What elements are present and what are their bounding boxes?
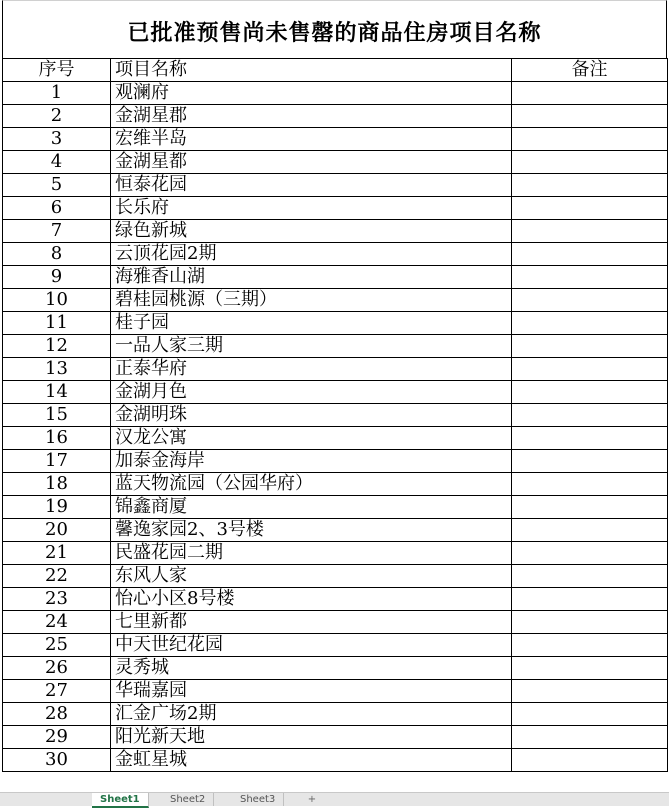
note-cell[interactable] [512, 496, 668, 519]
table-row [3, 565, 668, 588]
page-title: 已批准预售尚未售罄的商品住房项目名称 [127, 21, 542, 46]
table-row [3, 404, 668, 427]
row-number-cell[interactable]: 24 [3, 611, 111, 634]
table-row [3, 381, 668, 404]
project-name-cell[interactable]: 民盛花园二期 [111, 542, 512, 565]
table-row [3, 243, 668, 266]
sheet-nav-arrows[interactable] [2, 793, 82, 806]
project-name-cell[interactable]: 碧桂园桃源（三期） [111, 289, 512, 312]
note-cell[interactable] [512, 220, 668, 243]
row-number-cell[interactable]: 10 [3, 289, 111, 312]
project-name-cell[interactable]: 怡心小区8号楼 [111, 588, 512, 611]
project-name-cell[interactable]: 桂子园 [111, 312, 512, 335]
note-cell[interactable] [512, 565, 668, 588]
row-number-cell[interactable]: 7 [3, 220, 111, 243]
row-number-cell[interactable]: 13 [3, 358, 111, 381]
table-row [3, 312, 668, 335]
table-row [3, 496, 668, 519]
table-header-row [3, 59, 668, 82]
table-row [3, 749, 668, 772]
row-number-cell[interactable]: 9 [3, 266, 111, 289]
table-row [3, 542, 668, 565]
table-row [3, 703, 668, 726]
project-name-cell[interactable]: 中天世纪花园 [111, 634, 512, 657]
table-row [3, 266, 668, 289]
add-sheet-icon[interactable]: + [307, 794, 317, 805]
note-cell[interactable] [512, 128, 668, 151]
note-cell[interactable] [512, 634, 668, 657]
row-number-cell[interactable]: 20 [3, 519, 111, 542]
header-no[interactable]: 序号 [3, 59, 111, 82]
project-name-cell[interactable]: 锦鑫商厦 [111, 496, 512, 519]
row-number-cell[interactable]: 19 [3, 496, 111, 519]
project-name-cell[interactable]: 观澜府 [111, 82, 512, 105]
row-number-cell[interactable]: 17 [3, 450, 111, 473]
note-cell[interactable] [512, 381, 668, 404]
table-row [3, 289, 668, 312]
note-cell[interactable] [512, 243, 668, 266]
note-cell[interactable] [512, 749, 668, 772]
project-name-cell[interactable]: 七里新都 [111, 611, 512, 634]
row-number-cell[interactable]: 3 [3, 128, 111, 151]
row-number-cell[interactable]: 28 [3, 703, 111, 726]
note-cell[interactable] [512, 519, 668, 542]
sheet-tab-2[interactable]: Sheet2 [162, 793, 214, 806]
table-row [3, 450, 668, 473]
row-number-cell[interactable]: 23 [3, 588, 111, 611]
project-name-cell[interactable]: 金湖星都 [111, 151, 512, 174]
note-cell[interactable] [512, 726, 668, 749]
table-row [3, 680, 668, 703]
project-name-cell[interactable]: 一品人家三期 [111, 335, 512, 358]
table-row [3, 128, 668, 151]
note-cell[interactable] [512, 82, 668, 105]
note-cell[interactable] [512, 611, 668, 634]
row-number-cell[interactable]: 14 [3, 381, 111, 404]
note-cell[interactable] [512, 358, 668, 381]
row-number-cell[interactable]: 30 [3, 749, 111, 772]
table-row [3, 473, 668, 496]
project-name-cell[interactable]: 东风人家 [111, 565, 512, 588]
row-number-cell[interactable]: 4 [3, 151, 111, 174]
project-name-cell[interactable]: 金湖明珠 [111, 404, 512, 427]
table-row [3, 151, 668, 174]
row-number-cell[interactable]: 5 [3, 174, 111, 197]
note-cell[interactable] [512, 197, 668, 220]
note-cell[interactable] [512, 312, 668, 335]
note-cell[interactable] [512, 703, 668, 726]
project-name-cell[interactable]: 正泰华府 [111, 358, 512, 381]
project-name-cell[interactable]: 金湖星郡 [111, 105, 512, 128]
table-row [3, 634, 668, 657]
note-cell[interactable] [512, 404, 668, 427]
project-name-cell[interactable]: 灵秀城 [111, 657, 512, 680]
table-row [3, 174, 668, 197]
header-note[interactable]: 备注 [512, 59, 668, 82]
table-row [3, 611, 668, 634]
table-row [3, 82, 668, 105]
project-name-cell[interactable]: 加泰金海岸 [111, 450, 512, 473]
note-cell[interactable] [512, 174, 668, 197]
note-cell[interactable] [512, 105, 668, 128]
note-cell[interactable] [512, 680, 668, 703]
project-name-cell[interactable]: 馨逸家园2、3号楼 [111, 519, 512, 542]
row-number-cell[interactable]: 8 [3, 243, 111, 266]
project-name-cell[interactable]: 绿色新城 [111, 220, 512, 243]
row-number-cell[interactable]: 12 [3, 335, 111, 358]
table-row [3, 519, 668, 542]
row-number-cell[interactable]: 1 [3, 82, 111, 105]
sheet-tab-bar [0, 792, 669, 806]
note-cell[interactable] [512, 542, 668, 565]
project-name-cell[interactable]: 蓝天物流园（公园华府） [111, 473, 512, 496]
row-number-cell[interactable]: 18 [3, 473, 111, 496]
project-name-cell[interactable]: 阳光新天地 [111, 726, 512, 749]
project-table [2, 58, 668, 772]
project-name-cell[interactable]: 华瑞嘉园 [111, 680, 512, 703]
note-cell[interactable] [512, 473, 668, 496]
table-row [3, 726, 668, 749]
project-name-cell[interactable]: 金虹星城 [111, 749, 512, 772]
note-cell[interactable] [512, 151, 668, 174]
note-cell[interactable] [512, 450, 668, 473]
row-number-cell[interactable]: 15 [3, 404, 111, 427]
note-cell[interactable] [512, 427, 668, 450]
project-name-cell[interactable]: 恒泰花园 [111, 174, 512, 197]
row-number-cell[interactable]: 29 [3, 726, 111, 749]
row-number-cell[interactable]: 2 [3, 105, 111, 128]
project-name-cell[interactable]: 长乐府 [111, 197, 512, 220]
project-name-cell[interactable]: 汇金广场2期 [111, 703, 512, 726]
table-row [3, 358, 668, 381]
row-number-cell[interactable]: 27 [3, 680, 111, 703]
row-number-cell[interactable]: 16 [3, 427, 111, 450]
note-cell[interactable] [512, 266, 668, 289]
note-cell[interactable] [512, 657, 668, 680]
table-row [3, 105, 668, 128]
project-name-cell[interactable]: 宏维半岛 [111, 128, 512, 151]
table-row [3, 197, 668, 220]
row-number-cell[interactable]: 21 [3, 542, 111, 565]
note-cell[interactable] [512, 335, 668, 358]
row-number-cell[interactable]: 25 [3, 634, 111, 657]
row-number-cell[interactable]: 11 [3, 312, 111, 335]
note-cell[interactable] [512, 588, 668, 611]
table-row [3, 427, 668, 450]
row-number-cell[interactable]: 26 [3, 657, 111, 680]
project-name-cell[interactable]: 云顶花园2期 [111, 243, 512, 266]
table-row [3, 220, 668, 243]
title-cell[interactable] [2, 0, 667, 58]
note-cell[interactable] [512, 289, 668, 312]
table-row [3, 657, 668, 680]
project-name-cell[interactable]: 金湖月色 [111, 381, 512, 404]
sheet-tab-1[interactable]: Sheet1 [92, 793, 149, 808]
sheet-tab-3[interactable]: Sheet3 [232, 793, 284, 806]
row-number-cell[interactable]: 6 [3, 197, 111, 220]
project-name-cell[interactable]: 汉龙公寓 [111, 427, 512, 450]
table-row [3, 588, 668, 611]
project-name-cell[interactable]: 海雅香山湖 [111, 266, 512, 289]
header-name[interactable]: 项目名称 [111, 59, 512, 82]
table-row [3, 335, 668, 358]
row-number-cell[interactable]: 22 [3, 565, 111, 588]
